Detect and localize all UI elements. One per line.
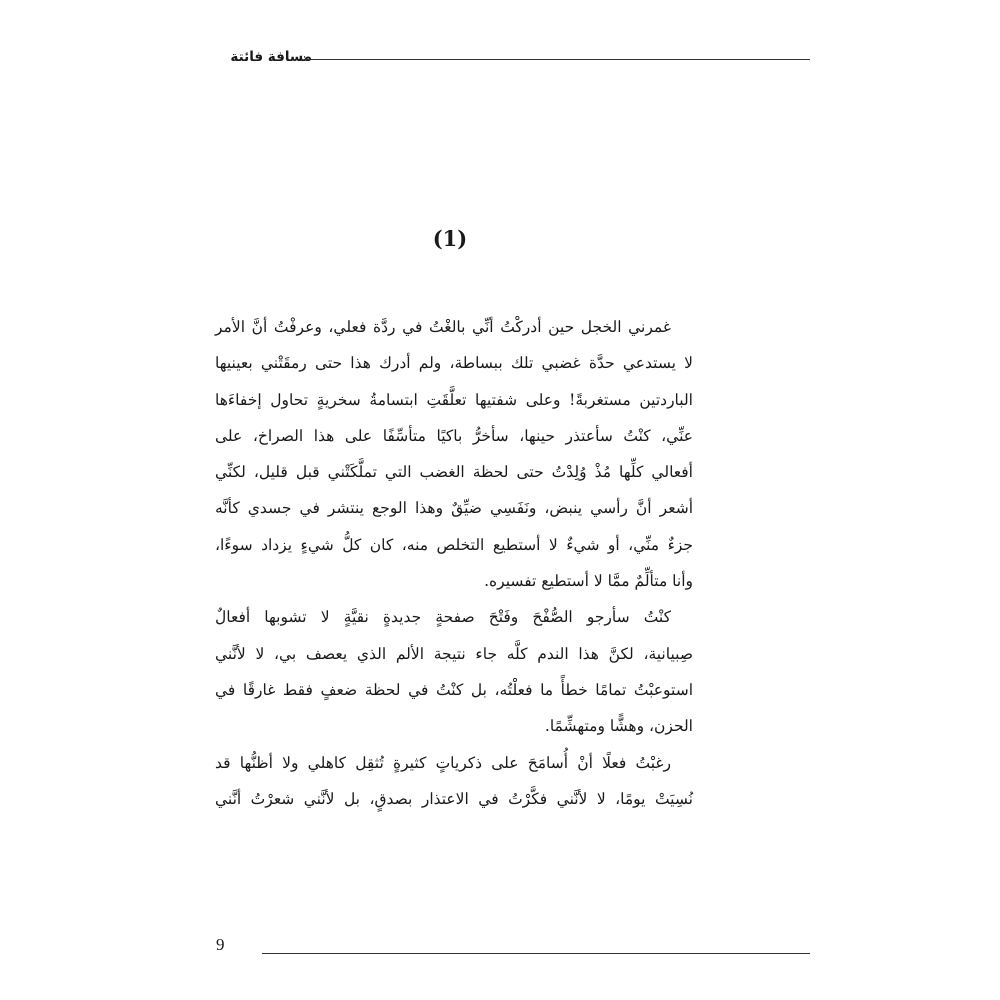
running-title: مسافة فائتة — [230, 49, 312, 65]
page-number: 9 — [216, 935, 225, 954]
text-line: أفعالي كلِّها مُذْ وُلِدْتُ حتى لحظة الغضب التي تملَّكَتْني قبل قليل، لكنِّي — [215, 463, 693, 482]
text-line: استوعبْتُ تمامًا خطأً ما فعلْتُه، بل كنْتُ في لحظة ضعفٍ فقط غارقًا في — [215, 680, 693, 699]
text-line: نُسِيَتْ يومًا، لا لأنَّني فكَّرْتُ في الاعتذار بصدقٍ، بل لأنَّني شعرْتُ أنَّني — [215, 789, 693, 808]
text-line: لا يستدعي حدَّة غضبي تلك ببساطة، ولم أدرك هذا حتى رمقَتْني بعينيها — [215, 354, 693, 373]
page-footer — [214, 934, 810, 958]
body-text — [215, 309, 693, 817]
header-rule — [304, 59, 810, 60]
text-line: صِبيانية، لكنَّ هذا الندم كلَّه جاء نتيجة الألم الذي يعصف بي، لا لأنَّني — [215, 644, 693, 663]
text-line: وأنا متألِّمٌ ممَّا لا أستطيع تفسيره. — [484, 572, 693, 591]
running-header — [222, 44, 810, 72]
text-line: جزءٌ منِّي، أو شيءٌ لا أستطيع التخلص منه، كان كلُّ شيءٍ يزداد سوءًا، — [215, 535, 693, 554]
footer-rule — [262, 953, 810, 954]
text-line: أشعر أنَّ رأسي ينبض، ونَفَسِي ضيِّقٌ وهذا الوجع ينتشر في جسدي كأنَّه — [215, 499, 693, 518]
chapter-number: (1) — [432, 226, 468, 251]
text-line: عنِّي، كنْتُ سأعتذر حينها، سأخرُّ باكيًا متأسِّفًا على هذا الصراخ، على — [215, 426, 693, 445]
text-line: غمرني الخجل حين أدركْتُ أنِّي بالغْتُ في ردَّة فعلي، وعرفْتُ أنَّ الأمر — [215, 318, 671, 336]
text-line: كنْتُ سأرجو الصُّفْحَ وفَتْحَ صفحةٍ جديدةٍ نقيَّةٍ لا تشوبها أفعالٌ — [215, 608, 671, 627]
text-line: الباردتين مستغربةً! وعلى شفتيها تعلَّقَتِ ابتسامةُ سخريةٍ تحاول إخفاءَها — [215, 390, 693, 409]
text-line: الحزن، وهشًّا ومتهشِّمًا. — [544, 717, 693, 736]
text-line: رغبْتُ فعلًا أنْ أُسامَحَ على ذكرياتٍ كثيرةٍ تُثقِل كاهلي ولا أظنُّها قد — [215, 753, 671, 772]
header-rule-ornament — [304, 56, 315, 60]
